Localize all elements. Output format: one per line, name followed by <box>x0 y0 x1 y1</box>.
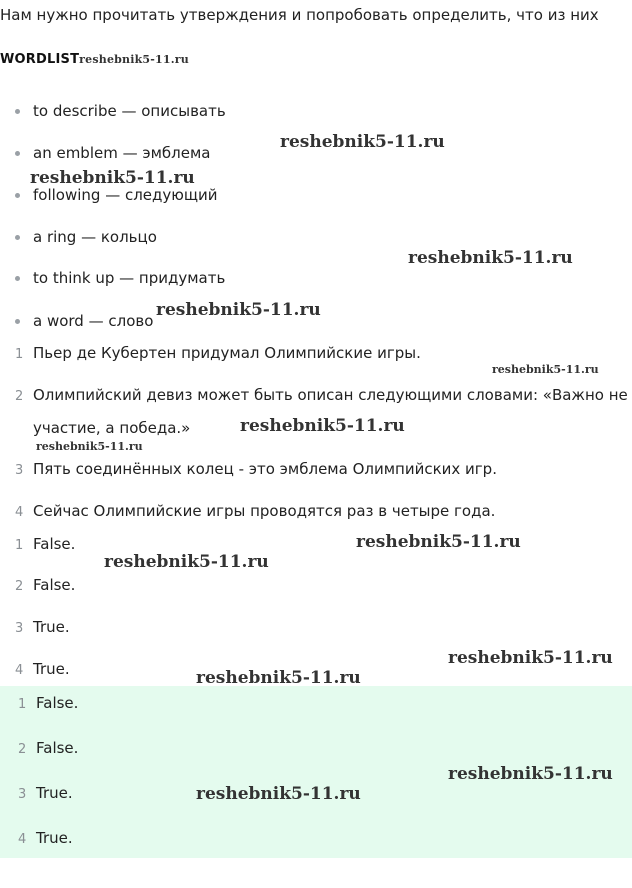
watermark: reshebnik5-11.ru <box>356 532 521 552</box>
answer-row <box>15 535 75 553</box>
bullet-icon <box>15 109 20 114</box>
answer-number: 3 <box>15 621 24 636</box>
answer-text: False. <box>33 535 76 553</box>
watermark: reshebnik5-11.ru <box>36 440 143 453</box>
highlighted-answer-row <box>18 694 78 712</box>
watermark: reshebnik5-11.ru <box>448 764 613 784</box>
answer-text: False. <box>36 694 79 712</box>
statement-text: Пьер де Кубертен придумал Олимпийские игры. <box>33 344 421 362</box>
answer-number: 3 <box>18 787 27 802</box>
list-item <box>15 102 226 120</box>
wordlist-heading <box>0 52 189 67</box>
list-item <box>15 144 211 162</box>
statement-number: 1 <box>15 347 24 362</box>
answer-text: True. <box>36 784 73 802</box>
watermark: reshebnik5-11.ru <box>156 300 321 320</box>
statement-text: Пять соединённых колец - это эмблема Олимпийских игр. <box>33 460 497 478</box>
statement-row <box>15 386 628 404</box>
statement-number: 3 <box>15 463 24 478</box>
wordlist-item: a ring — кольцо <box>33 228 157 246</box>
list-item <box>15 186 218 204</box>
highlighted-answer-row <box>18 739 78 757</box>
wordlist-item: a word — слово <box>33 312 154 330</box>
statement-row <box>15 460 497 478</box>
statement-text-continued: участие, а победа.» <box>33 419 191 437</box>
statement-row <box>15 344 421 362</box>
answer-number: 2 <box>18 742 27 757</box>
bullet-icon <box>15 235 20 240</box>
answer-number: 1 <box>15 538 24 553</box>
answer-text: True. <box>33 618 70 636</box>
bullet-icon <box>15 151 20 156</box>
answer-row <box>15 618 70 636</box>
answer-text: True. <box>36 829 73 847</box>
highlighted-answer-row <box>18 784 73 802</box>
wordlist-title: WORDLIST <box>0 52 80 67</box>
answer-text: False. <box>33 576 76 594</box>
bullet-icon <box>15 193 20 198</box>
watermark: reshebnik5-11.ru <box>30 168 195 188</box>
statement-text: Олимпийский девиз может быть описан следующими словами: «Важно не <box>33 386 628 404</box>
answer-number: 4 <box>18 832 27 847</box>
watermark: reshebnik5-11.ru <box>240 416 405 436</box>
answer-text: False. <box>36 739 79 757</box>
list-item <box>15 312 153 330</box>
answer-text: True. <box>33 660 70 678</box>
answer-number: 1 <box>18 697 27 712</box>
watermark: reshebnik5-11.ru <box>104 552 269 572</box>
answer-number: 2 <box>15 579 24 594</box>
bullet-icon <box>15 319 20 324</box>
answer-row <box>15 660 70 678</box>
wordlist-item: to describe — описывать <box>33 102 226 120</box>
intro-text: Нам нужно прочитать утверждения и попробовать определить, что из них <box>0 6 599 24</box>
watermark: reshebnik5-11.ru <box>492 363 599 376</box>
statement-number: 4 <box>15 505 24 520</box>
watermark: reshebnik5-11.ru <box>196 784 361 804</box>
answer-row <box>15 576 75 594</box>
watermark: reshebnik5-11.ru <box>408 248 573 268</box>
wordlist-item: to think up — придумать <box>33 269 226 287</box>
watermark: reshebnik5-11.ru <box>196 668 361 688</box>
list-item <box>15 228 157 246</box>
watermark: reshebnik5-11.ru <box>448 648 613 668</box>
statement-row <box>15 502 495 520</box>
bullet-icon <box>15 276 20 281</box>
statement-text: Сейчас Олимпийские игры проводятся раз в четыре года. <box>33 502 496 520</box>
watermark: reshebnik5-11.ru <box>79 53 189 66</box>
watermark: reshebnik5-11.ru <box>280 132 445 152</box>
highlighted-answer-row <box>18 829 73 847</box>
wordlist-item: following — следующий <box>33 186 218 204</box>
wordlist-item: an emblem — эмблема <box>33 144 211 162</box>
answer-number: 4 <box>15 663 24 678</box>
list-item <box>15 269 225 287</box>
statement-number: 2 <box>15 389 24 404</box>
